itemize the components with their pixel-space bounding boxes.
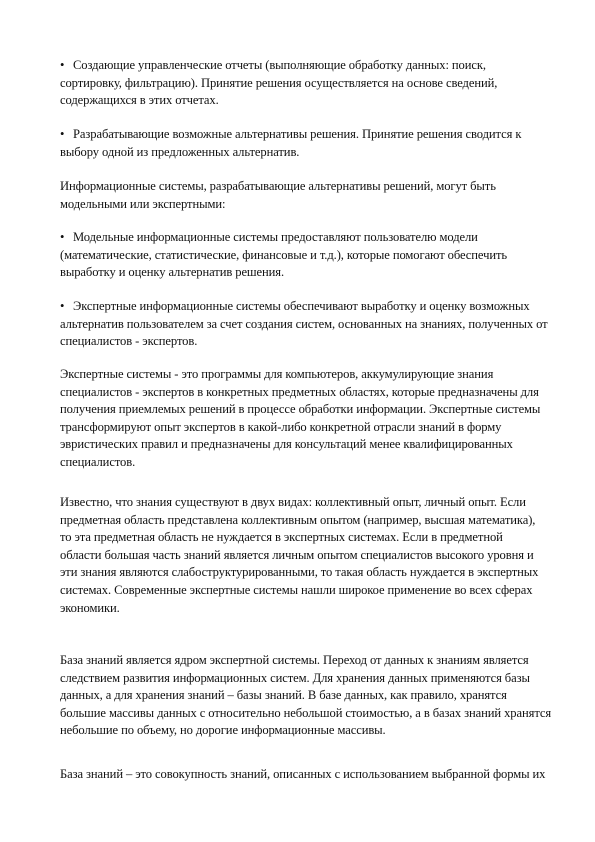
text-line: получения приемлемых решений в процессе обработки информации. Экспертные системы — [60, 402, 541, 417]
bullet-icon: • — [60, 127, 65, 141]
text-line: системах. Современные экспертные системы нашли широкое применение во всех сферах — [60, 582, 533, 597]
text-line: База знаний является ядром экспертной системы. Переход от данных к знаниям является — [60, 653, 529, 667]
text-line: небольшие по объему, но дорогие информационные массивы. — [60, 723, 386, 738]
paragraph — [60, 178, 580, 213]
bullet-paragraph — [60, 57, 580, 110]
text-line: экономики. — [60, 600, 120, 615]
text-line: эвристических правил и предназначены для консультаций менее квалифицированных — [60, 437, 513, 452]
text-line: то эта предметная область не нуждается в экспертных системах. Если в предметной — [60, 530, 503, 545]
text-line: модельными или экспертными: — [60, 196, 226, 211]
text-line: трансформируют опыт экспертов в какой-либо конкретной отрасли знаний в форму — [60, 419, 502, 434]
text-line: • Экспертные информационные системы обеспечивают выработку и оценку возможных — [60, 298, 580, 316]
text-line: выработку и оценку альтернатив решения. — [60, 265, 285, 280]
text-line: • Создающие управленческие отчеты (выполняющие обработку данных: поиск, — [60, 57, 580, 75]
text-line: специалистов - экспертов в конкретных предметных областях, которые предназначены для — [60, 384, 539, 399]
bullet-icon: • — [60, 58, 65, 72]
text-line: • Модельные информационные системы предоставляют пользователю модели — [60, 229, 580, 247]
text-line: База знаний – это совокупность знаний, описанных с использованием выбранной формы их — [60, 767, 546, 781]
paragraph — [60, 366, 580, 472]
bullet-icon: • — [60, 299, 65, 313]
text-line: Информационные системы, разрабатывающие альтернативы решений, могут быть — [60, 179, 496, 193]
text-line: специалистов - экспертов. — [60, 334, 198, 349]
text-line: • Разрабатывающие возможные альтернативы решения. Принятие решения сводится к — [60, 126, 580, 144]
bullet-icon: • — [60, 230, 65, 244]
text-line: сортировку, фильтрацию). Принятие решения осуществляется на основе сведений, — [60, 75, 498, 90]
bullet-paragraph — [60, 298, 580, 351]
text-line: данных, а для хранения знаний – базы знаний. В базе данных, как правило, хранятся — [60, 688, 507, 703]
text-line: области большая часть знаний является личным опытом специалистов высокого уровня и — [60, 547, 534, 562]
text-line: альтернатив пользователем за счет создания систем, основанных на знаниях, полученных от — [60, 316, 548, 331]
text-line: большие массивы данных с относительно небольшой стоимостью, а в базах знаний хранятся — [60, 705, 552, 720]
paragraph — [60, 652, 580, 740]
bullet-paragraph — [60, 126, 580, 161]
text-line: содержащихся в этих отчетах. — [60, 93, 219, 108]
text-line: Экспертные системы - это программы для компьютеров, аккумулирующие знания — [60, 367, 494, 381]
paragraph — [60, 494, 580, 617]
bullet-paragraph — [60, 229, 580, 282]
text-line: (математические, статистические, финансовые и т.д.), которые помогают обеспечить — [60, 247, 508, 262]
text-line: специалистов. — [60, 454, 136, 469]
text-line: следствием развития информационных систем. Для хранения данных применяются базы — [60, 670, 530, 685]
text-line: выбору одной из предложенных альтернатив. — [60, 144, 300, 159]
text-line: Известно, что знания существуют в двух видах: коллективный опыт, личный опыт. Если — [60, 495, 526, 509]
text-line: предметная область представлена коллективным опытом (например, высшая математика), — [60, 512, 536, 527]
paragraph — [60, 766, 580, 784]
text-line: эти знания являются слабоструктурированными, то такая область нуждается в экспертных — [60, 565, 539, 580]
